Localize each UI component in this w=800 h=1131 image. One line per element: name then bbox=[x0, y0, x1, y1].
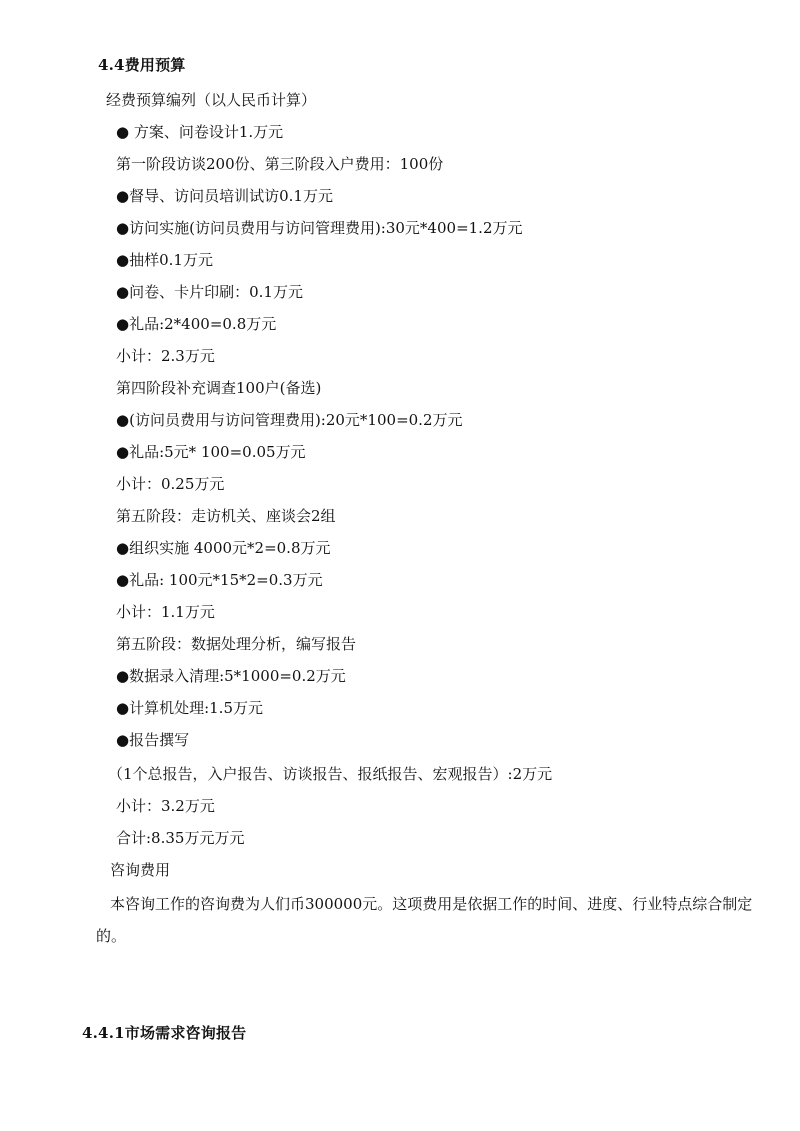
budget-subtotal-3: 小计：1.1万元 bbox=[116, 603, 215, 621]
section-heading: 4.4费用预算 bbox=[98, 56, 186, 74]
budget-line-phase4: 第四阶段补充调查100户(备选) bbox=[116, 379, 322, 397]
budget-line-phase5-gifts: ●礼品: 100元*15*2=0.3万元 bbox=[116, 571, 323, 589]
budget-line-interview: ●访问实施(访问员费用与访问管理费用):30元*400=1.2万元 bbox=[116, 219, 523, 237]
budget-total: 合计:8.35万元万元 bbox=[116, 829, 245, 847]
budget-line-sampling: ●抽样0.1万元 bbox=[116, 251, 213, 269]
consulting-fee-paragraph: 本咨询工作的咨询费为人们币300000元。这项费用是依据工作的时间、进度、行业特点综合制定的。 bbox=[96, 895, 753, 945]
budget-line-gifts: ●礼品:2*400=0.8万元 bbox=[116, 315, 277, 333]
budget-line-plan-design: ● 方案、问卷设计1.万元 bbox=[116, 123, 284, 141]
budget-line-supervision: ●督导、访问员培训试访0.1万元 bbox=[116, 187, 333, 205]
budget-line-printing: ●问卷、卡片印刷：0.1万元 bbox=[116, 283, 303, 301]
budget-subtotal-4: 小计：3.2万元 bbox=[116, 797, 215, 815]
budget-subtotal-1: 小计：2.3万元 bbox=[116, 347, 215, 365]
budget-line-organization: ●组织实施 4000元*2=0.8万元 bbox=[116, 539, 331, 557]
budget-line-phase5-visits: 第五阶段：走访机关、座谈会2组 bbox=[116, 507, 336, 525]
budget-line-phase5-analysis: 第五阶段：数据处理分析，编写报告 bbox=[116, 635, 357, 653]
budget-line-phase4-gifts: ●礼品:5元* 100=0.05万元 bbox=[116, 443, 306, 461]
budget-line-data-entry: ●数据录入清理:5*1000=0.2万元 bbox=[116, 667, 346, 685]
budget-intro-line: 经费预算编列（以人民币计算） bbox=[106, 91, 317, 109]
budget-subtotal-2: 小计：0.25万元 bbox=[116, 475, 225, 493]
budget-line-report-list: （1个总报告，入户报告、访谈报告、报纸报告、宏观报告）:2万元 bbox=[108, 765, 553, 783]
budget-line-phase4-interview: ●(访问员费用与访问管理费用):20元*100=0.2万元 bbox=[116, 411, 463, 429]
consulting-fee-label: 咨询费用 bbox=[110, 861, 171, 879]
subsection-heading: 4.4.1市场需求咨询报告 bbox=[82, 1024, 247, 1042]
budget-line-report-writing: ●报告撰写 bbox=[116, 731, 190, 749]
budget-line-computer-processing: ●计算机处理:1.5万元 bbox=[116, 699, 263, 717]
budget-line-phase1-3: 第一阶段访谈200份、第三阶段入户费用：100份 bbox=[116, 155, 444, 173]
